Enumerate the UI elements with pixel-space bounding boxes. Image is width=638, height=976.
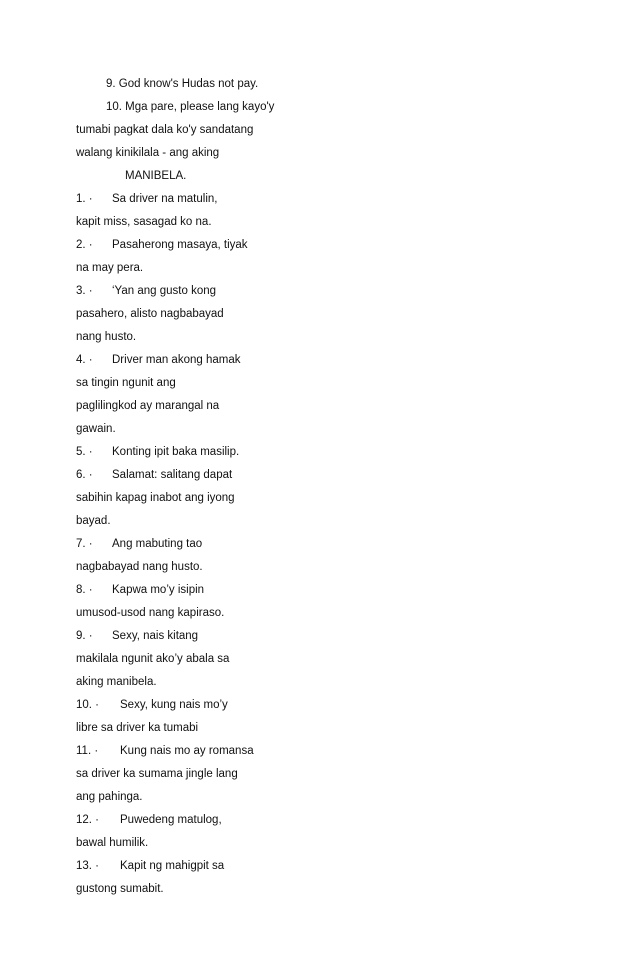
item-text: Puwedeng matulog, xyxy=(120,814,222,826)
item-continuation: aking manibela. xyxy=(76,676,157,688)
item-text: Salamat: salitang dapat xyxy=(112,469,233,481)
item-continuation: na may pera. xyxy=(76,262,144,274)
item-text: Kung nais mo ay romansa xyxy=(120,745,254,757)
item-text: Pasaherong masaya, tiyak xyxy=(112,239,248,251)
item-continuation: makilala ngunit ako’y abala sa xyxy=(76,653,230,665)
intro-line: tumabi pagkat dala ko'y sandatang xyxy=(76,124,254,136)
item-number: 12. · xyxy=(76,814,100,826)
item-text: Konting ipit baka masilip. xyxy=(112,446,240,458)
list-item xyxy=(76,629,198,643)
item-continuation: gawain. xyxy=(76,423,116,435)
item-text: Kapwa mo’y isipin xyxy=(112,584,205,596)
item-continuation: sa tingin ngunit ang xyxy=(76,377,176,389)
list-item xyxy=(76,192,217,206)
item-number: 2. · xyxy=(76,239,93,251)
item-number: 8. · xyxy=(76,584,93,596)
item-number: 7. · xyxy=(76,538,93,550)
item-continuation: ang pahinga. xyxy=(76,791,143,803)
item-continuation: libre sa driver ka tumabi xyxy=(76,722,199,734)
intro-line: MANIBELA. xyxy=(125,170,187,182)
item-number: 11. · xyxy=(76,745,99,757)
list-item xyxy=(76,813,222,827)
item-text: Sexy, nais kitang xyxy=(112,630,199,642)
list-item xyxy=(76,537,202,551)
item-continuation: nang husto. xyxy=(76,331,137,343)
item-continuation: paglilingkod ay marangal na xyxy=(76,400,220,412)
item-text: ‘Yan ang gusto kong xyxy=(112,285,217,297)
item-text: Sa driver na matulin, xyxy=(112,193,218,205)
item-number: 10. · xyxy=(76,699,100,711)
item-continuation: umusod-usod nang kapiraso. xyxy=(76,607,225,619)
list-item xyxy=(76,468,232,482)
list-item xyxy=(76,284,216,298)
item-continuation: pasahero, alisto nagbabayad xyxy=(76,308,224,320)
item-continuation: kapit miss, sasagad ko na. xyxy=(76,216,212,228)
intro-line: 9. God know's Hudas not pay. xyxy=(106,78,259,90)
item-number: 4. · xyxy=(76,354,93,366)
item-text: Kapit ng mahigpit sa xyxy=(120,860,225,872)
list-item xyxy=(76,238,248,252)
list-item xyxy=(76,698,228,712)
item-continuation: bayad. xyxy=(76,515,111,527)
list-item xyxy=(76,744,254,758)
intro-line: 10. Mga pare, please lang kayo'y xyxy=(106,101,275,113)
item-number: 1. · xyxy=(76,193,93,205)
list-item xyxy=(76,353,240,367)
list-item xyxy=(76,583,204,597)
item-text: Sexy, kung nais mo’y xyxy=(120,699,228,711)
item-continuation: gustong sumabit. xyxy=(76,883,164,895)
item-number: 13. · xyxy=(76,860,100,872)
item-continuation: nagbabayad nang husto. xyxy=(76,561,203,573)
item-continuation: bawal humilik. xyxy=(76,837,149,849)
item-continuation: sa driver ka sumama jingle lang xyxy=(76,768,238,780)
item-text: Driver man akong hamak xyxy=(112,354,241,366)
item-number: 5. · xyxy=(76,446,93,458)
item-number: 9. · xyxy=(76,630,93,642)
item-continuation: sabihin kapag inabot ang iyong xyxy=(76,492,235,504)
list-item xyxy=(76,445,239,459)
intro-line: walang kinikilala - ang aking xyxy=(76,147,220,159)
item-number: 3. · xyxy=(76,285,93,297)
list-item xyxy=(76,859,224,873)
item-text: Ang mabuting tao xyxy=(112,538,203,550)
item-number: 6. · xyxy=(76,469,93,481)
